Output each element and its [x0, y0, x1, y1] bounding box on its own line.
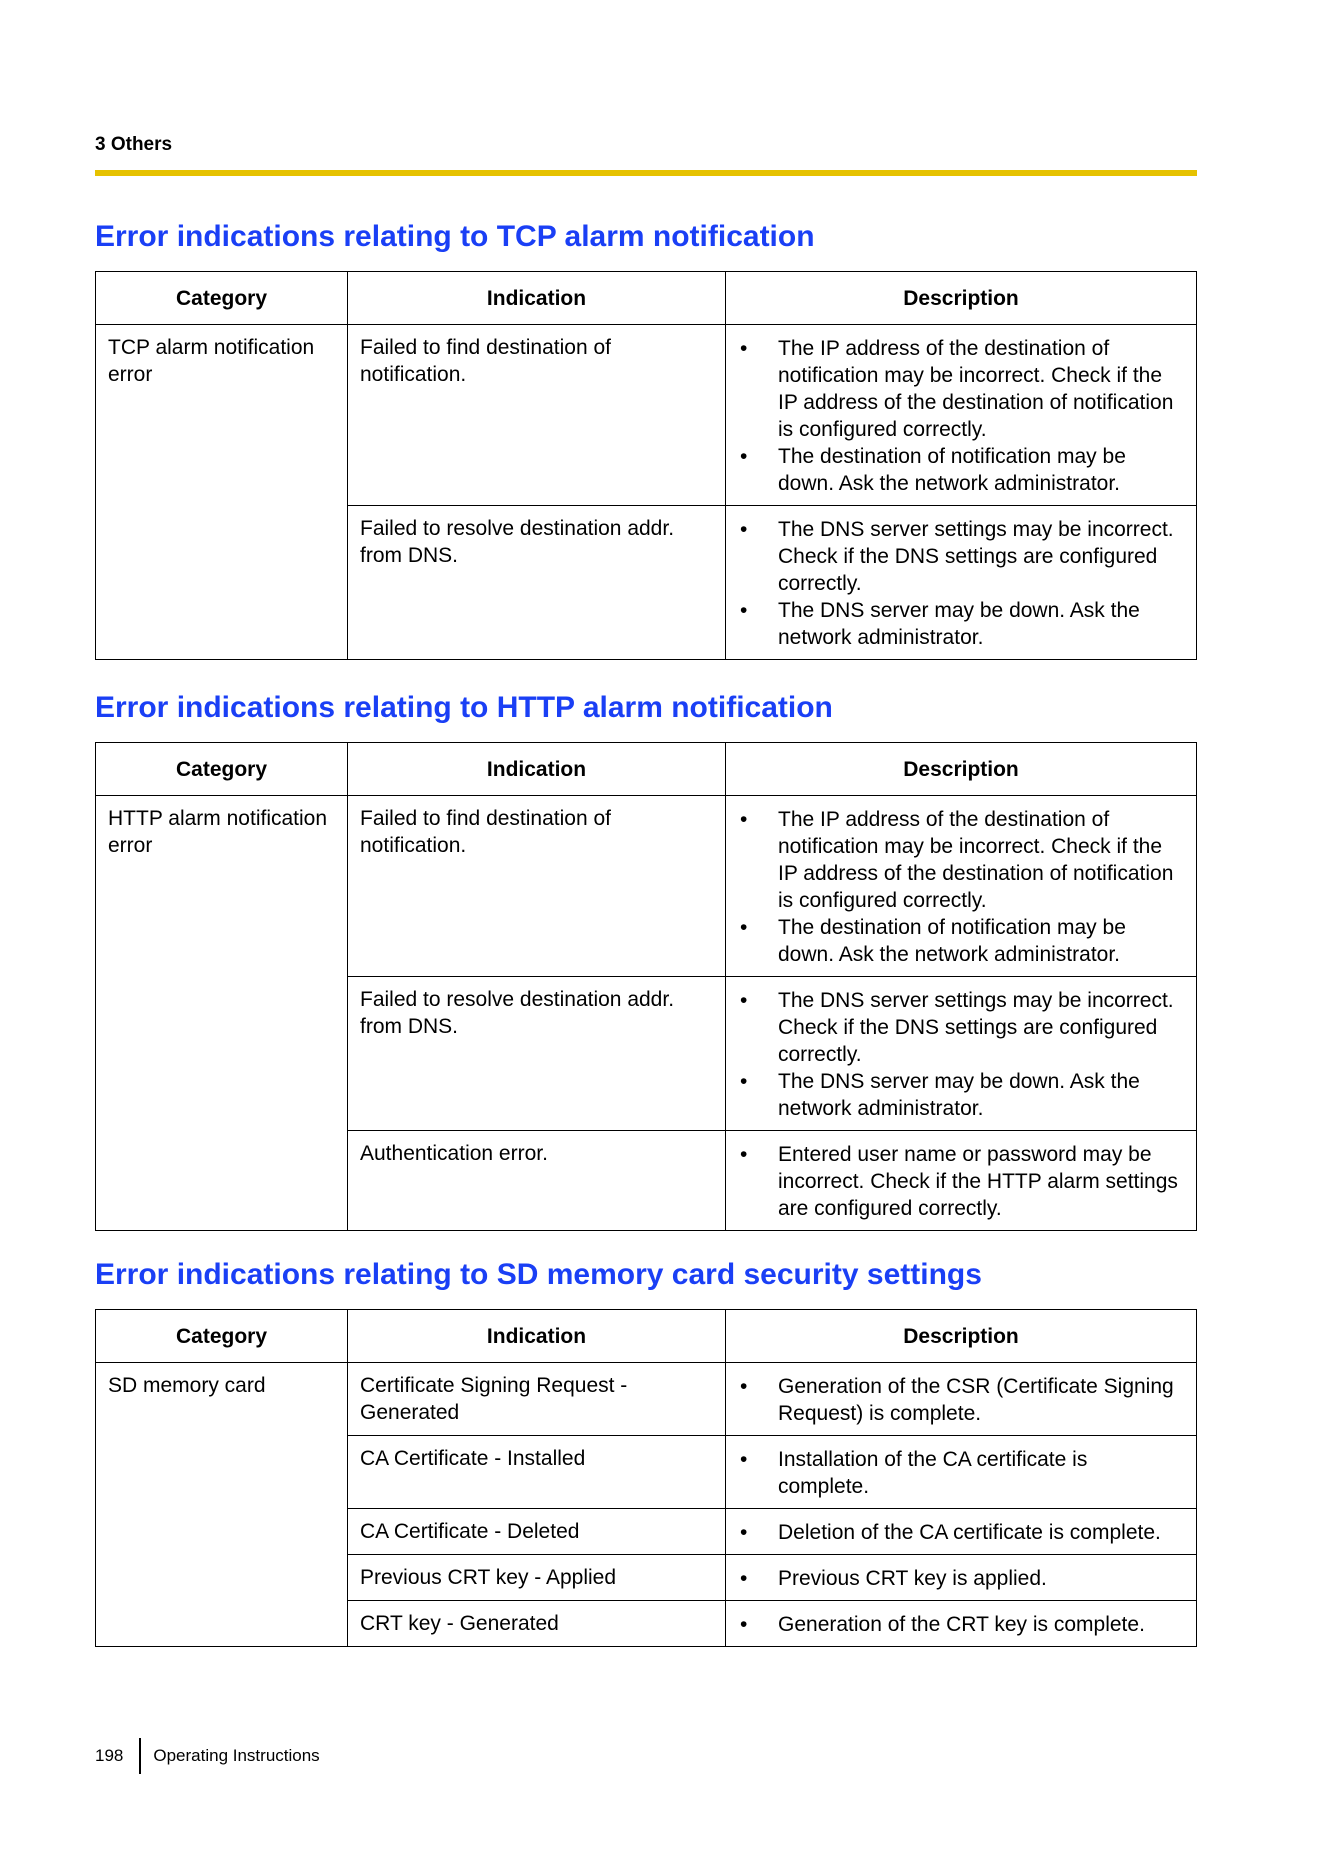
section-tcp-alarm: [95, 219, 1197, 660]
description-item: • Installation of the CA certificate is complete.: [738, 1446, 1184, 1500]
description-item: • The IP address of the destination of notification may be incorrect. Check if the IP address of the destination of notification is configured correctly.: [738, 806, 1184, 914]
description-item: • Generation of the CSR (Certificate Signing Request) is complete.: [738, 1373, 1184, 1427]
table-header-row: [96, 1310, 1197, 1363]
table-row: [96, 796, 1197, 977]
description-item: • The IP address of the destination of notification may be incorrect. Check if the IP address of the destination of notification is configured correctly.: [738, 335, 1184, 443]
indication-cell: Failed to resolve destination addr. from DNS.: [348, 506, 726, 660]
table-row: [96, 325, 1197, 506]
category-cell: SD memory card: [96, 1363, 348, 1647]
description-cell: [726, 1601, 1197, 1647]
description-item: • Entered user name or password may be incorrect. Check if the HTTP alarm settings are configured correctly.: [738, 1141, 1184, 1222]
description-item: • The destination of notification may be down. Ask the network administrator.: [738, 443, 1184, 497]
description-item: • Generation of the CRT key is complete.: [738, 1611, 1184, 1638]
description-list: [738, 1565, 1184, 1592]
page-number: 198: [95, 1746, 124, 1765]
indication-cell: Certificate Signing Request - Generated: [348, 1363, 726, 1436]
section-title: Error indications relating to TCP alarm notification: [95, 220, 815, 253]
description-list: [738, 1519, 1184, 1546]
description-list: [738, 987, 1184, 1122]
section-title: Error indications relating to HTTP alarm notification: [95, 691, 833, 724]
description-item: • The DNS server may be down. Ask the network administrator.: [738, 1068, 1184, 1122]
document-title: Operating Instructions: [153, 1746, 320, 1765]
description-list: [738, 1373, 1184, 1427]
indication-cell: Failed to find destination of notification.: [348, 796, 726, 977]
error-table: [95, 742, 1197, 1231]
description-cell: [726, 506, 1197, 660]
footer-divider: [139, 1738, 141, 1774]
description-item: • Previous CRT key is applied.: [738, 1565, 1184, 1592]
column-header: Indication: [348, 743, 726, 796]
column-header: Description: [726, 272, 1197, 325]
description-list: [738, 1141, 1184, 1222]
column-header: Category: [96, 1310, 348, 1363]
column-header: Description: [726, 1310, 1197, 1363]
indication-cell: CA Certificate - Deleted: [348, 1509, 726, 1555]
section-title: Error indications relating to SD memory card security settings: [95, 1258, 982, 1291]
table-header-row: [96, 272, 1197, 325]
description-item: • The DNS server may be down. Ask the network administrator.: [738, 597, 1184, 651]
description-cell: [726, 325, 1197, 506]
section-sd-card: [95, 1257, 1197, 1647]
description-item: • The DNS server settings may be incorrect. Check if the DNS settings are configured correctly.: [738, 516, 1184, 597]
table-header-row: [96, 743, 1197, 796]
indication-cell: Authentication error.: [348, 1131, 726, 1231]
column-header: Category: [96, 272, 348, 325]
header-rule: [95, 170, 1197, 176]
description-item: • The DNS server settings may be incorrect. Check if the DNS settings are configured correctly.: [738, 987, 1184, 1068]
indication-cell: CA Certificate - Installed: [348, 1436, 726, 1509]
description-cell: [726, 1436, 1197, 1509]
column-header: Category: [96, 743, 348, 796]
error-table: [95, 271, 1197, 660]
indication-cell: Previous CRT key - Applied: [348, 1555, 726, 1601]
chapter-header: 3 Others: [95, 134, 173, 155]
description-cell: [726, 1131, 1197, 1231]
page-footer: [95, 1738, 320, 1774]
description-list: [738, 1611, 1184, 1638]
column-header: Description: [726, 743, 1197, 796]
description-cell: [726, 1509, 1197, 1555]
indication-cell: Failed to find destination of notification.: [348, 325, 726, 506]
description-cell: [726, 1555, 1197, 1601]
description-list: [738, 335, 1184, 497]
indication-cell: CRT key - Generated: [348, 1601, 726, 1647]
description-list: [738, 806, 1184, 968]
description-list: [738, 516, 1184, 651]
indication-cell: Failed to resolve destination addr. from DNS.: [348, 977, 726, 1131]
description-item: • The destination of notification may be down. Ask the network administrator.: [738, 914, 1184, 968]
description-cell: [726, 1363, 1197, 1436]
description-item: • Deletion of the CA certificate is complete.: [738, 1519, 1184, 1546]
category-cell: HTTP alarm notification error: [96, 796, 348, 1231]
section-http-alarm: [95, 690, 1197, 1231]
description-list: [738, 1446, 1184, 1500]
description-cell: [726, 796, 1197, 977]
column-header: Indication: [348, 272, 726, 325]
category-cell: TCP alarm notification error: [96, 325, 348, 660]
description-cell: [726, 977, 1197, 1131]
error-table: [95, 1309, 1197, 1647]
column-header: Indication: [348, 1310, 726, 1363]
table-row: [96, 1363, 1197, 1436]
